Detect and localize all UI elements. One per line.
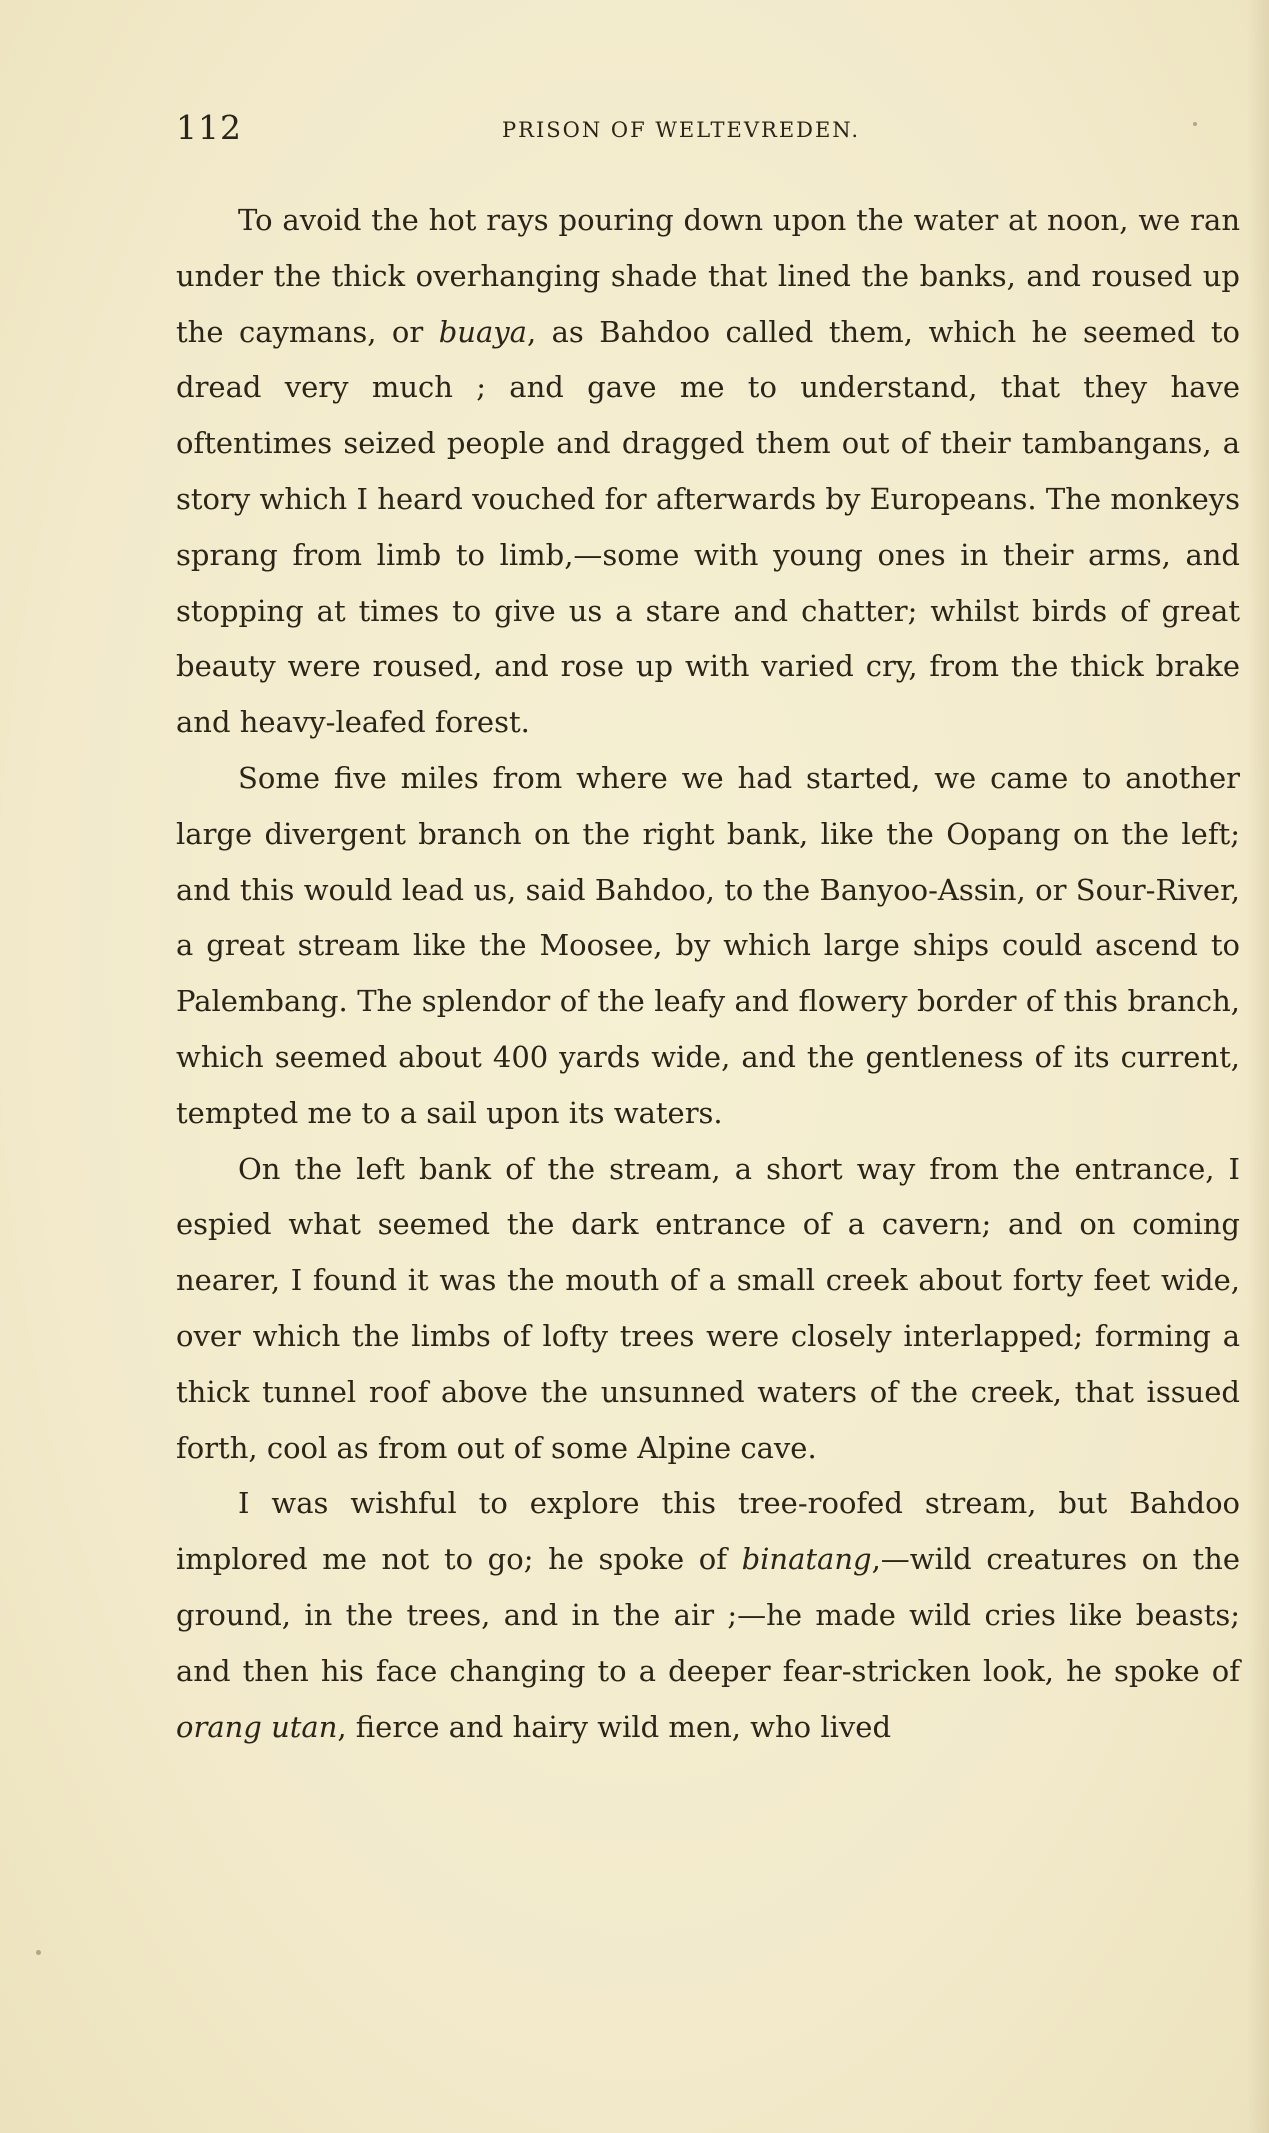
paragraph-3	[176, 1142, 1240, 1477]
italic-term-binatang: binatang	[741, 1542, 872, 1577]
paragraph-3-text: On the left bank of the stream, a short way from the entrance, I espied what seemed the dark entrance of a cavern; and on coming nearer, I found it was the mouth of a small creek about forty feet wide, over which the limbs of lofty trees were closely interlapped; forming a thick tunnel roof above the unsunned waters of the creek, that issued forth, cool as from out of some Alpine cave.	[176, 1151, 1240, 1465]
paragraph-2	[176, 751, 1240, 1142]
paper-speck	[1193, 122, 1197, 126]
page-number: 112	[176, 108, 242, 147]
paragraph-1-text-a: To avoid the hot rays pouring down upon the water at noon, we ran under the thick overhanging shade that lined the banks, and roused up the caymans, or	[176, 203, 1240, 349]
paragraph-4-text-b: ,—wild creatures on the ground, in the trees, and in the air ;—he made wild cries like beasts; and then his face changing to a deeper fear-stricken look, he spoke of	[176, 1542, 1240, 1688]
page-header	[176, 108, 1240, 158]
paragraph-4	[176, 1476, 1240, 1755]
italic-term-orang-utan: orang utan	[176, 1709, 338, 1744]
paper-speck	[36, 1950, 41, 1955]
paragraph-1	[176, 193, 1240, 751]
page-edge-shadow	[1247, 0, 1269, 2133]
italic-term-buaya: buaya	[438, 314, 527, 349]
running-title: PRISON OF WELTEVREDEN.	[502, 118, 861, 142]
paragraph-4-text-c: , fierce and hairy wild men, who lived	[337, 1709, 892, 1744]
paragraph-1-text-b: , as Bahdoo called them, which he seemed to dread very much ; and gave me to understand, that they have oftentimes seized people and dragged them out of their tambangans, a story which I heard vouched for afterwards by Europeans. The monkeys sprang from limb to limb,—some with young ones in their arms, and stopping at times to give us a stare and chatter; whilst birds of great beauty were roused, and rose up with varied cry, from the thick brake and heavy-leafed forest.	[176, 314, 1241, 740]
body-text	[176, 193, 1240, 1755]
paragraph-4-text-a: I was wishful to explore this tree-roofed stream, but Bahdoo implored me not to go; he spoke of	[176, 1486, 1240, 1577]
paragraph-2-text: Some five miles from where we had started, we came to another large divergent branch on the right bank, like the Oopang on the left; and this would lead us, said Bahdoo, to the Banyoo-Assin, or Sour-River, a great stream like the Moosee, by which large ships could ascend to Palembang. The splendor of the leafy and flowery border of this branch, which seemed about 400 yards wide, and the gentleness of its current, tempted me to a sail upon its waters.	[176, 760, 1240, 1130]
